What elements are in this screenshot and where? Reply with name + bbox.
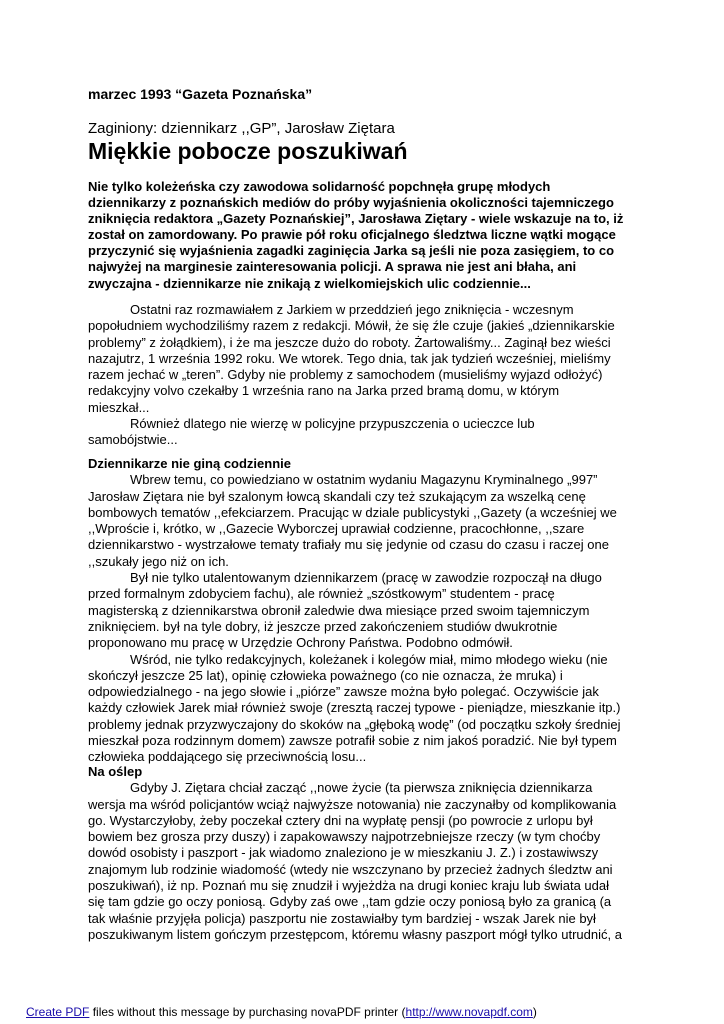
body-line: problemy jednak przyzwyczajony do skoków na „głęboką wodę” (od początku szkoły średniej <box>88 716 621 732</box>
body-line: odpowiedzialnego - na jego słowie i „piórze” zawsze można było polegać. Oczywiście jak <box>88 684 599 700</box>
pdf-footer <box>26 1005 537 1019</box>
body-line: Wśród, nie tylko redakcyjnych, koleżanek i kolegów miał, mimo młodego wieku (nie <box>130 651 608 667</box>
body-line: przed formalnym zdobyciem fachu), ale również „szóstkowym” studentem - pracę <box>88 586 555 602</box>
novapdf-link[interactable]: http://www.novapdf.com <box>405 1005 533 1019</box>
body-line: Wbrew temu, co powiedziano w ostatnim wydaniu Magazynu Kryminalnego „997” <box>130 472 598 488</box>
body-line: bowiem bez grosza przy duszy) i zapakowawszy najpotrzebniejsze rzeczy (w tym choćby <box>88 829 601 845</box>
body-line: człowieka poddającego się przeciwnością losu... <box>88 749 367 765</box>
dateline: marzec 1993 “Gazeta Poznańska” <box>88 86 313 102</box>
article-title: Miękkie pobocze poszukiwań <box>88 138 408 164</box>
create-pdf-link[interactable]: Create PDF <box>26 1005 90 1019</box>
article-subtitle: Zaginiony: dziennikarz ,,GP”, Jarosław Ziętara <box>88 120 395 137</box>
body-line: skończył jeszcze 25 lat), opinię człowieka poważnego (co nie oznacza, że mruka) i <box>88 667 563 683</box>
body-line: Jarosław Ziętara nie był szalonym łowcą skandali czy też szukającym za wszelką cenę <box>88 488 586 504</box>
body-line: problemy” z żołądkiem), i że ma jeszcze dużo do roboty. Żartowaliśmy... Zaginął bez wieści <box>88 334 611 350</box>
body-line: poszukiwań), iż np. Poznań mu się znudził i wyjeżdża na drugi koniec kraju lub świata udał <box>88 878 609 894</box>
body-line: dziennikarstwo - wystrzałowe tematy trafiały mu się jedynie od czasu do czasu i raczej one <box>88 537 609 553</box>
body-line: popołudniem wychodziliśmy razem z redakcji. Mówił, że się źle czuje (jakieś „dziennikarskie <box>88 318 615 334</box>
body-line: redakcyjny volvo czekałby 1 września rano na Jarka przed bramą domu, w którym <box>88 383 560 399</box>
section-heading: Dziennikarze nie giną codziennie <box>88 456 291 471</box>
body-line: razem jechać w „teren”. Gdyby nie problemy z samochodem (musieliśmy wyjazd odłożyć) <box>88 367 603 383</box>
body-line: bombowych tematów ,,efekciarzem. Pracując w dziale publicystyki ,,Gazety (a wcześniej we <box>88 504 617 520</box>
body-line: go. Wystarczyłoby, żeby poczekał cztery dni na wypłatę pensji (po powrocie z urlopu był <box>88 812 593 828</box>
body-line: dowód osobisty i paszport - jak wiadomo znaleziono je w mieszkaniu J. Z.) i zostawiwszy <box>88 845 599 861</box>
lead-line: dziennikarzy z poznańskich mediów do próby wyjaśnienia okoliczności tajemniczego <box>88 195 614 211</box>
body-line: Był nie tylko utalentowanym dziennikarzem (pracę w zawodzie rozpoczął na długo <box>130 570 602 586</box>
body-line: Również dlatego nie wierzę w policyjne przypuszczenia o ucieczce lub <box>130 416 535 432</box>
body-line: wersja ma wśród policjantów wciąż najwyższe notowania) nie zaczynałby od komplikowania <box>88 796 617 812</box>
body-line: każdy człowiek Jarek miał również swoje (zresztą raczej typowe - pieniądze, mieszkanie itp.) <box>88 700 621 716</box>
body-line: mieszkał... <box>88 399 150 415</box>
lead-line: został on zamordowany. Po prawie pół roku oficjalnego śledztwa liczne wątki mogące <box>88 227 616 243</box>
section-intro <box>88 302 648 449</box>
body-line: Ostatni raz rozmawiałem z Jarkiem w przeddzień jego zniknięcia - wczesnym <box>130 302 574 317</box>
lead-line: przyczynić się wyjaśnienia zagadki zaginięcia Jarka są jeśli nie poza zasięgiem, to co <box>88 243 615 259</box>
body-line: nazajutrz, 1 września 1992 roku. We wtorek. Tego dnia, tak jak tydzień wcześniej, mieliśmy <box>88 350 611 366</box>
body-line: proponowano mu pracę w Urzędzie Ochrony Państwa. Podobno odmówił. <box>88 635 513 651</box>
body-line: się tam gdzie go oczy poniosą. Gdyby zaś owe ,,tam gdzie oczy poniosą było za granicą (a <box>88 894 612 910</box>
lead-line: najwyżej na marginesie zainteresowania policji. A sprawa nie jest ani błaha, ani <box>88 259 577 275</box>
footer-text: files without this message by purchasing novaPDF printer ( <box>89 1005 406 1019</box>
footer-end: ) <box>532 1005 537 1019</box>
body-line: mieszkał poza rodzinnym domem) zawsze potrafił sobie z nim jakoś poradzić. Nie był typem <box>88 733 617 749</box>
body-line: poszukiwanym listem gończym przestępcom, któremu własny paszport mógł tylko utrudnić, a <box>88 926 622 942</box>
body-line: Gdyby J. Ziętara chciał zacząć ,,nowe życie (ta pierwsza zniknięcia dziennikarza <box>130 780 593 796</box>
body-line: magisterską z dziennikarstwa obronił zaledwie dwa miesiące przed swoim tajemniczym <box>88 602 590 618</box>
body-line: znajomym lub rodzinie wiadomość (wtedy nie wszczynano by przecież żadnych śledztw ani <box>88 861 613 877</box>
lead-line: zwyczajna - dziennikarze nie znikają z wielkomiejskich ulic codziennie... <box>88 275 531 291</box>
body-line: samobójstwie... <box>88 432 178 448</box>
lead-paragraph <box>88 179 648 292</box>
body-line: zniknięciem. był na tyle dobry, iż jeszcze przed zakończeniem studiów dwukrotnie <box>88 618 558 634</box>
lead-line: zniknięcia redaktora „Gazety Poznańskiej”, Jarosława Ziętary - wiele wskazuje na to, iż <box>88 211 624 227</box>
body-line: ,,Wproście i, krótko, w ,,Gazecie Wyborczej uprawiał codzienne, pracochłonne, ,,szare <box>88 521 585 537</box>
section-journalists <box>88 456 648 766</box>
section-heading: Na oślep <box>88 764 143 779</box>
lead-line: Nie tylko koleżeńska czy zawodowa solidarność popchnęła grupę młodych <box>88 179 551 194</box>
section-blind <box>88 764 648 943</box>
body-line: tak właśnie przyjęła policja) paszportu nie zostawiałby tym bardziej - wszak Jarek nie był <box>88 910 596 926</box>
body-line: ,,szukały jego niż on ich. <box>88 553 229 569</box>
